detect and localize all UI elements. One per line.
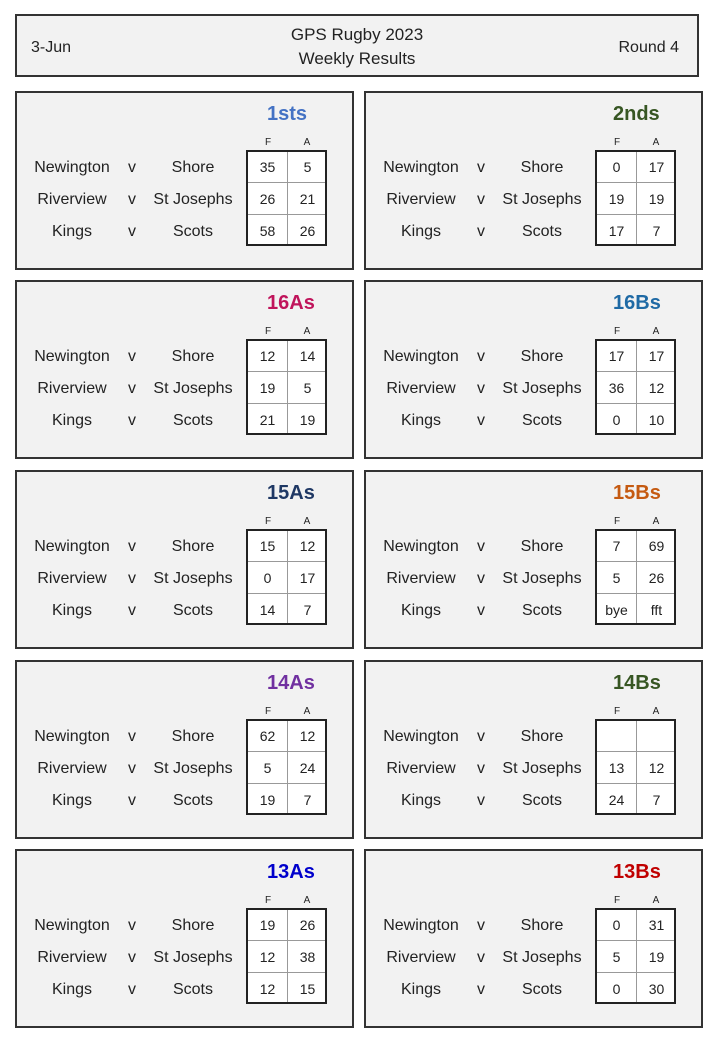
home-team: Newington bbox=[34, 728, 110, 745]
versus-label: v bbox=[477, 728, 485, 745]
for-label: F bbox=[613, 706, 621, 717]
home-team: Newington bbox=[34, 159, 110, 176]
score-against: 5 bbox=[303, 159, 312, 175]
versus-label: v bbox=[128, 348, 136, 365]
score-for: 35 bbox=[259, 159, 276, 175]
versus-label: v bbox=[477, 538, 485, 555]
score-box bbox=[246, 719, 327, 815]
score-for: 17 bbox=[608, 223, 625, 239]
score-box bbox=[246, 150, 327, 246]
grade-panel bbox=[364, 91, 703, 270]
score-box bbox=[595, 529, 676, 625]
score-against: 7 bbox=[303, 602, 312, 618]
against-label: A bbox=[303, 895, 311, 906]
versus-label: v bbox=[128, 792, 136, 809]
away-team: Shore bbox=[171, 159, 215, 176]
home-team: Newington bbox=[383, 348, 459, 365]
home-team: Newington bbox=[383, 538, 459, 555]
against-label: A bbox=[303, 326, 311, 337]
score-box bbox=[246, 529, 327, 625]
score-for bbox=[597, 720, 636, 752]
score-for: 17 bbox=[608, 348, 625, 364]
for-label: F bbox=[613, 895, 621, 906]
score-box bbox=[246, 339, 327, 435]
score-for: 36 bbox=[608, 380, 625, 396]
score-against: 26 bbox=[648, 570, 665, 586]
home-team: Newington bbox=[383, 728, 459, 745]
home-team: Riverview bbox=[386, 191, 456, 208]
versus-label: v bbox=[128, 760, 136, 777]
against-label: A bbox=[652, 706, 660, 717]
versus-label: v bbox=[128, 191, 136, 208]
away-team: St Josephs bbox=[502, 380, 582, 397]
away-team: Shore bbox=[520, 728, 564, 745]
grade-panel bbox=[15, 91, 354, 270]
versus-label: v bbox=[128, 728, 136, 745]
score-against: 24 bbox=[299, 760, 316, 776]
score-against: 31 bbox=[648, 917, 665, 933]
home-team: Riverview bbox=[386, 570, 456, 587]
home-team: Riverview bbox=[37, 380, 107, 397]
home-team: Kings bbox=[400, 412, 442, 429]
away-team: St Josephs bbox=[502, 760, 582, 777]
score-for: 5 bbox=[263, 760, 272, 776]
home-team: Kings bbox=[51, 602, 93, 619]
score-for: 19 bbox=[259, 792, 276, 808]
grade-panel bbox=[364, 849, 703, 1028]
header-title: GPS Rugby 2023 bbox=[290, 25, 424, 44]
score-for: 0 bbox=[263, 570, 272, 586]
score-against: 14 bbox=[299, 348, 316, 364]
grade-panel bbox=[364, 470, 703, 649]
away-team: St Josephs bbox=[502, 191, 582, 208]
grade-panel bbox=[15, 280, 354, 459]
away-team: Scots bbox=[172, 602, 213, 619]
score-against: 19 bbox=[648, 191, 665, 207]
score-against: 17 bbox=[648, 159, 665, 175]
versus-label: v bbox=[477, 380, 485, 397]
home-team: Newington bbox=[383, 159, 459, 176]
score-for: 0 bbox=[612, 159, 621, 175]
score-for: 12 bbox=[259, 949, 276, 965]
home-team: Riverview bbox=[386, 380, 456, 397]
versus-label: v bbox=[128, 570, 136, 587]
away-team: Scots bbox=[172, 412, 213, 429]
score-against: 69 bbox=[648, 538, 665, 554]
grade-title: 15Bs bbox=[613, 482, 661, 504]
header-box bbox=[15, 14, 699, 77]
versus-label: v bbox=[128, 412, 136, 429]
versus-label: v bbox=[128, 917, 136, 934]
versus-label: v bbox=[128, 538, 136, 555]
for-label: F bbox=[613, 326, 621, 337]
away-team: Scots bbox=[172, 981, 213, 998]
score-against: 12 bbox=[299, 538, 316, 554]
home-team: Riverview bbox=[386, 949, 456, 966]
versus-label: v bbox=[128, 949, 136, 966]
grade-title: 15As bbox=[267, 482, 315, 504]
home-team: Kings bbox=[400, 981, 442, 998]
home-team: Kings bbox=[51, 412, 93, 429]
away-team: Shore bbox=[171, 728, 215, 745]
versus-label: v bbox=[477, 981, 485, 998]
score-for: 13 bbox=[608, 760, 625, 776]
grade-panel bbox=[15, 849, 354, 1028]
grade-title: 14As bbox=[267, 672, 315, 694]
score-against: 7 bbox=[652, 792, 661, 808]
score-for: 62 bbox=[259, 728, 276, 744]
versus-label: v bbox=[128, 602, 136, 619]
against-label: A bbox=[652, 895, 660, 906]
away-team: Shore bbox=[520, 538, 564, 555]
for-label: F bbox=[264, 895, 272, 906]
away-team: Scots bbox=[521, 223, 562, 240]
for-label: F bbox=[264, 137, 272, 148]
home-team: Kings bbox=[400, 223, 442, 240]
versus-label: v bbox=[477, 159, 485, 176]
grade-title: 16Bs bbox=[613, 292, 661, 314]
away-team: Scots bbox=[521, 602, 562, 619]
home-team: Riverview bbox=[37, 760, 107, 777]
score-against: 5 bbox=[303, 380, 312, 396]
score-for: 24 bbox=[608, 792, 625, 808]
score-against: 26 bbox=[299, 917, 316, 933]
for-label: F bbox=[264, 706, 272, 717]
away-team: St Josephs bbox=[502, 949, 582, 966]
header-round: Round 4 bbox=[618, 39, 679, 56]
for-label: F bbox=[264, 326, 272, 337]
score-against: 30 bbox=[648, 981, 665, 997]
score-for: 12 bbox=[259, 981, 276, 997]
score-for: 5 bbox=[612, 949, 621, 965]
home-team: Kings bbox=[51, 223, 93, 240]
grade-panel bbox=[364, 660, 703, 839]
away-team: Shore bbox=[171, 917, 215, 934]
home-team: Riverview bbox=[37, 570, 107, 587]
home-team: Riverview bbox=[37, 191, 107, 208]
score-against bbox=[637, 720, 676, 752]
versus-label: v bbox=[477, 917, 485, 934]
score-box bbox=[595, 150, 676, 246]
score-for: 0 bbox=[612, 981, 621, 997]
versus-label: v bbox=[477, 348, 485, 365]
home-team: Riverview bbox=[386, 760, 456, 777]
score-for: 19 bbox=[259, 380, 276, 396]
header-title-block bbox=[17, 23, 697, 71]
score-for: 19 bbox=[608, 191, 625, 207]
away-team: St Josephs bbox=[153, 570, 233, 587]
for-label: F bbox=[264, 516, 272, 527]
away-team: Scots bbox=[521, 792, 562, 809]
score-against: 21 bbox=[299, 191, 316, 207]
versus-label: v bbox=[128, 380, 136, 397]
against-label: A bbox=[652, 516, 660, 527]
grade-title: 13As bbox=[267, 861, 315, 883]
home-team: Kings bbox=[400, 792, 442, 809]
score-against: 26 bbox=[299, 223, 316, 239]
score-for: 0 bbox=[612, 412, 621, 428]
home-team: Newington bbox=[34, 917, 110, 934]
away-team: Shore bbox=[520, 348, 564, 365]
score-for: bye bbox=[605, 602, 628, 618]
away-team: St Josephs bbox=[153, 380, 233, 397]
grade-title: 13Bs bbox=[613, 861, 661, 883]
for-label: F bbox=[613, 516, 621, 527]
grade-title: 16As bbox=[267, 292, 315, 314]
away-team: St Josephs bbox=[502, 570, 582, 587]
against-label: A bbox=[652, 326, 660, 337]
away-team: St Josephs bbox=[153, 760, 233, 777]
score-box bbox=[595, 719, 676, 815]
score-against: 17 bbox=[648, 348, 665, 364]
score-for: 12 bbox=[259, 348, 276, 364]
away-team: Shore bbox=[520, 917, 564, 934]
score-against: 12 bbox=[648, 380, 665, 396]
score-for: 7 bbox=[612, 538, 621, 554]
header-date: 3-Jun bbox=[31, 39, 72, 56]
score-for: 26 bbox=[259, 191, 276, 207]
score-against: 19 bbox=[648, 949, 665, 965]
score-against: 15 bbox=[299, 981, 316, 997]
versus-label: v bbox=[477, 760, 485, 777]
home-team: Newington bbox=[34, 538, 110, 555]
for-label: F bbox=[613, 137, 621, 148]
versus-label: v bbox=[477, 570, 485, 587]
score-for: 15 bbox=[259, 538, 276, 554]
score-box bbox=[595, 339, 676, 435]
away-team: St Josephs bbox=[153, 949, 233, 966]
grade-panel bbox=[15, 660, 354, 839]
away-team: Scots bbox=[172, 223, 213, 240]
versus-label: v bbox=[128, 223, 136, 240]
grade-panel bbox=[364, 280, 703, 459]
grade-title: 2nds bbox=[613, 103, 660, 125]
home-team: Riverview bbox=[37, 949, 107, 966]
score-against: 17 bbox=[299, 570, 316, 586]
score-against: 12 bbox=[648, 760, 665, 776]
against-label: A bbox=[303, 706, 311, 717]
score-against: 7 bbox=[303, 792, 312, 808]
score-for: 0 bbox=[612, 917, 621, 933]
score-for: 14 bbox=[259, 602, 276, 618]
grade-title: 14Bs bbox=[613, 672, 661, 694]
grade-title: 1sts bbox=[267, 103, 308, 125]
away-team: Shore bbox=[520, 159, 564, 176]
score-for: 19 bbox=[259, 917, 276, 933]
home-team: Newington bbox=[383, 917, 459, 934]
versus-label: v bbox=[477, 949, 485, 966]
score-for: 21 bbox=[259, 412, 276, 428]
versus-label: v bbox=[128, 159, 136, 176]
versus-label: v bbox=[477, 223, 485, 240]
grade-panel bbox=[15, 470, 354, 649]
home-team: Kings bbox=[51, 792, 93, 809]
against-label: A bbox=[303, 137, 311, 148]
home-team: Kings bbox=[51, 981, 93, 998]
versus-label: v bbox=[477, 412, 485, 429]
away-team: St Josephs bbox=[153, 191, 233, 208]
score-against: 10 bbox=[648, 412, 665, 428]
score-box bbox=[595, 908, 676, 1004]
away-team: Scots bbox=[521, 981, 562, 998]
score-against: 12 bbox=[299, 728, 316, 744]
versus-label: v bbox=[477, 191, 485, 208]
away-team: Scots bbox=[172, 792, 213, 809]
versus-label: v bbox=[477, 792, 485, 809]
header-subtitle: Weekly Results bbox=[298, 49, 416, 68]
away-team: Scots bbox=[521, 412, 562, 429]
away-team: Shore bbox=[171, 538, 215, 555]
score-box bbox=[246, 908, 327, 1004]
versus-label: v bbox=[477, 602, 485, 619]
score-against: 38 bbox=[299, 949, 316, 965]
score-against: 19 bbox=[299, 412, 316, 428]
home-team: Newington bbox=[34, 348, 110, 365]
home-team: Kings bbox=[400, 602, 442, 619]
score-for: 58 bbox=[259, 223, 276, 239]
away-team: Shore bbox=[171, 348, 215, 365]
score-against: fft bbox=[650, 602, 663, 618]
score-against: 7 bbox=[652, 223, 661, 239]
against-label: A bbox=[303, 516, 311, 527]
against-label: A bbox=[652, 137, 660, 148]
versus-label: v bbox=[128, 981, 136, 998]
score-for: 5 bbox=[612, 570, 621, 586]
